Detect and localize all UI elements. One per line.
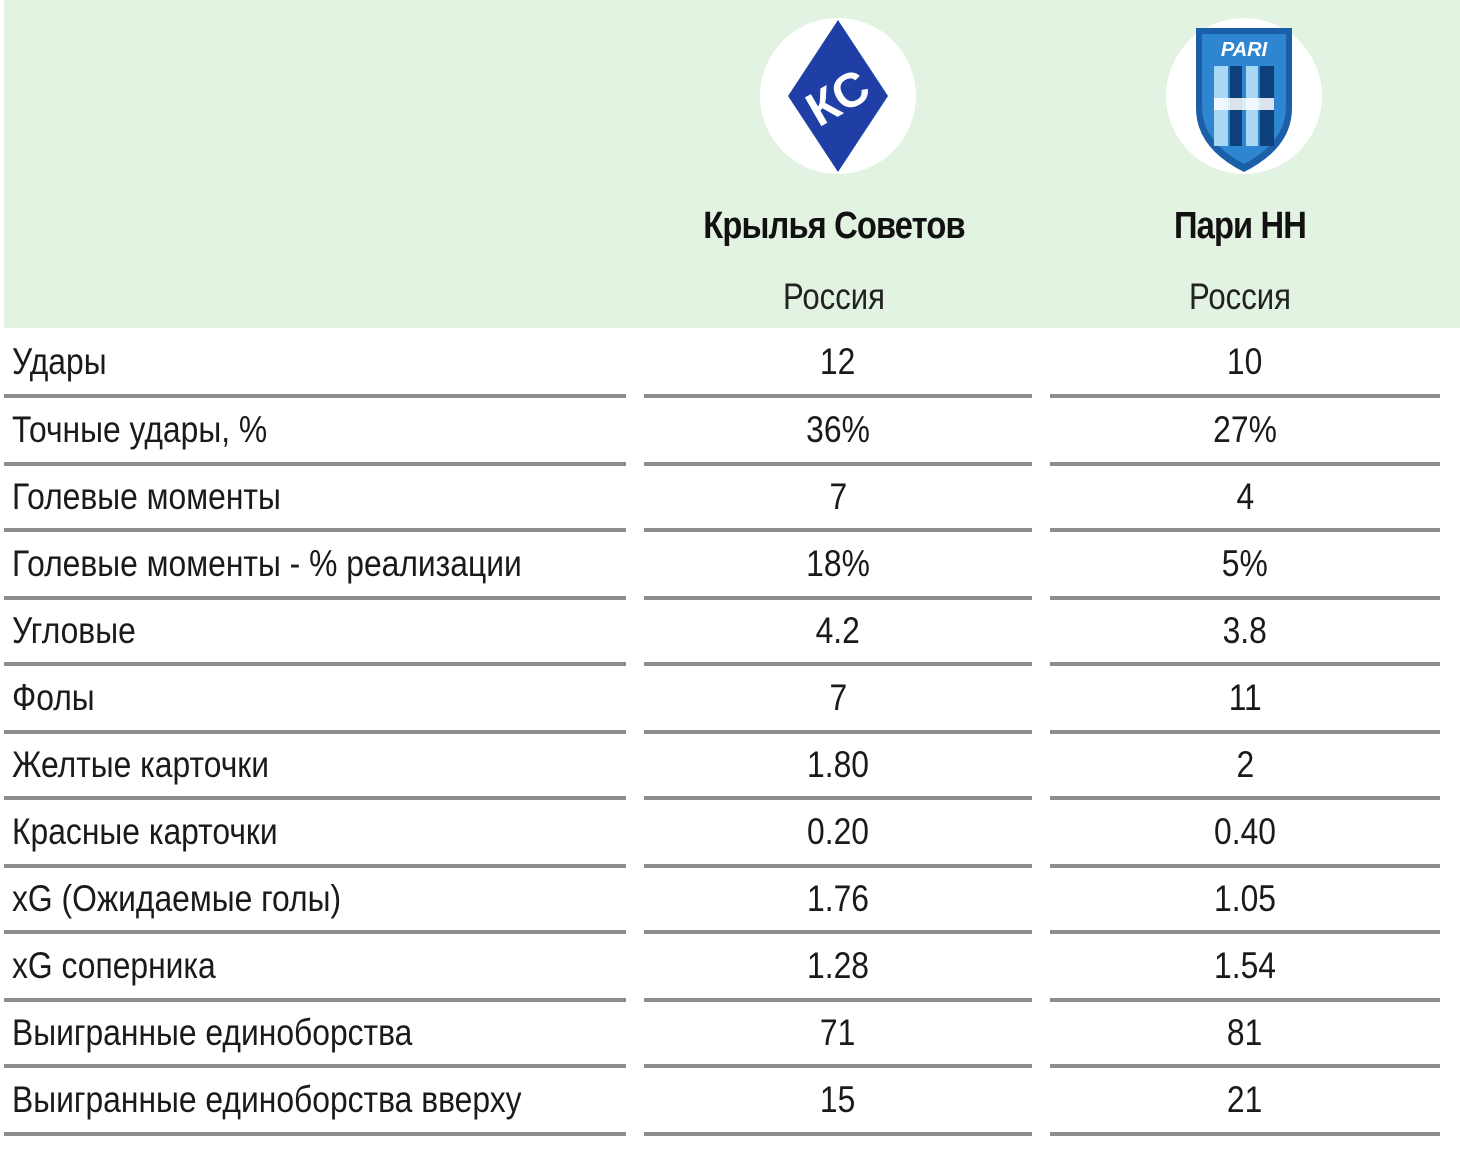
table-row: [0, 532, 1460, 600]
svg-text:КС: КС: [797, 59, 879, 138]
home-value: 7: [644, 666, 1032, 734]
home-value: 1.76: [644, 868, 1032, 934]
stat-label: Фолы: [4, 666, 626, 734]
home-value: 18%: [644, 532, 1032, 600]
team-name: Пари НН: [1174, 205, 1306, 247]
away-value: 5%: [1050, 532, 1440, 600]
team-column-pari-nn: [1040, 0, 1440, 328]
stat-label: Голевые моменты: [4, 466, 626, 532]
stat-label: xG (Ожидаемые голы): [4, 868, 626, 934]
table-row: [0, 398, 1460, 466]
table-row: [0, 868, 1460, 934]
table-row: [0, 330, 1460, 398]
home-value: 7: [644, 466, 1032, 532]
away-value: 81: [1050, 1002, 1440, 1068]
home-value: 12: [644, 330, 1032, 398]
away-value: 0.40: [1050, 800, 1440, 868]
away-value: 3.8: [1050, 600, 1440, 666]
away-value: 1.54: [1050, 934, 1440, 1002]
away-value: 1.05: [1050, 868, 1440, 934]
team-column-krylia-sovetov: [634, 0, 1034, 328]
stat-label: Удары: [4, 330, 626, 398]
away-value: 2: [1050, 734, 1440, 800]
table-row: [0, 1068, 1460, 1136]
stat-label: Красные карточки: [4, 800, 626, 868]
stat-label: xG соперника: [4, 934, 626, 1002]
home-value: 71: [644, 1002, 1032, 1068]
stat-label: Угловые: [4, 600, 626, 666]
stat-label: Голевые моменты - % реализации: [4, 532, 626, 600]
away-value: 21: [1050, 1068, 1440, 1136]
home-value: 4.2: [644, 600, 1032, 666]
home-value: 15: [644, 1068, 1032, 1136]
table-row: [0, 466, 1460, 532]
table-row: [0, 934, 1460, 1002]
table-row: [0, 1002, 1460, 1068]
stats-table: [0, 330, 1460, 1136]
home-value: 0.20: [644, 800, 1032, 868]
home-value: 36%: [644, 398, 1032, 466]
table-row: [0, 800, 1460, 868]
stat-label: Желтые карточки: [4, 734, 626, 800]
away-value: 11: [1050, 666, 1440, 734]
krylia-sovetov-logo-icon: [760, 18, 916, 174]
stat-label: Выигранные единоборства: [4, 1002, 626, 1068]
table-row: [0, 734, 1460, 800]
pari-nn-logo-icon: [1166, 18, 1322, 174]
away-value: 4: [1050, 466, 1440, 532]
home-value: 1.28: [644, 934, 1032, 1002]
stat-label: Точные удары, %: [4, 398, 626, 466]
stat-label: Выигранные единоборства вверху: [4, 1068, 626, 1136]
team-country: Россия: [783, 276, 885, 317]
away-value: 27%: [1050, 398, 1440, 466]
table-row: [0, 600, 1460, 666]
home-value: 1.80: [644, 734, 1032, 800]
svg-text:PARI: PARI: [1220, 39, 1268, 61]
table-row: [0, 666, 1460, 734]
away-value: 10: [1050, 330, 1440, 398]
team-name: Крылья Советов: [703, 205, 965, 247]
team-country: Россия: [1189, 276, 1291, 317]
